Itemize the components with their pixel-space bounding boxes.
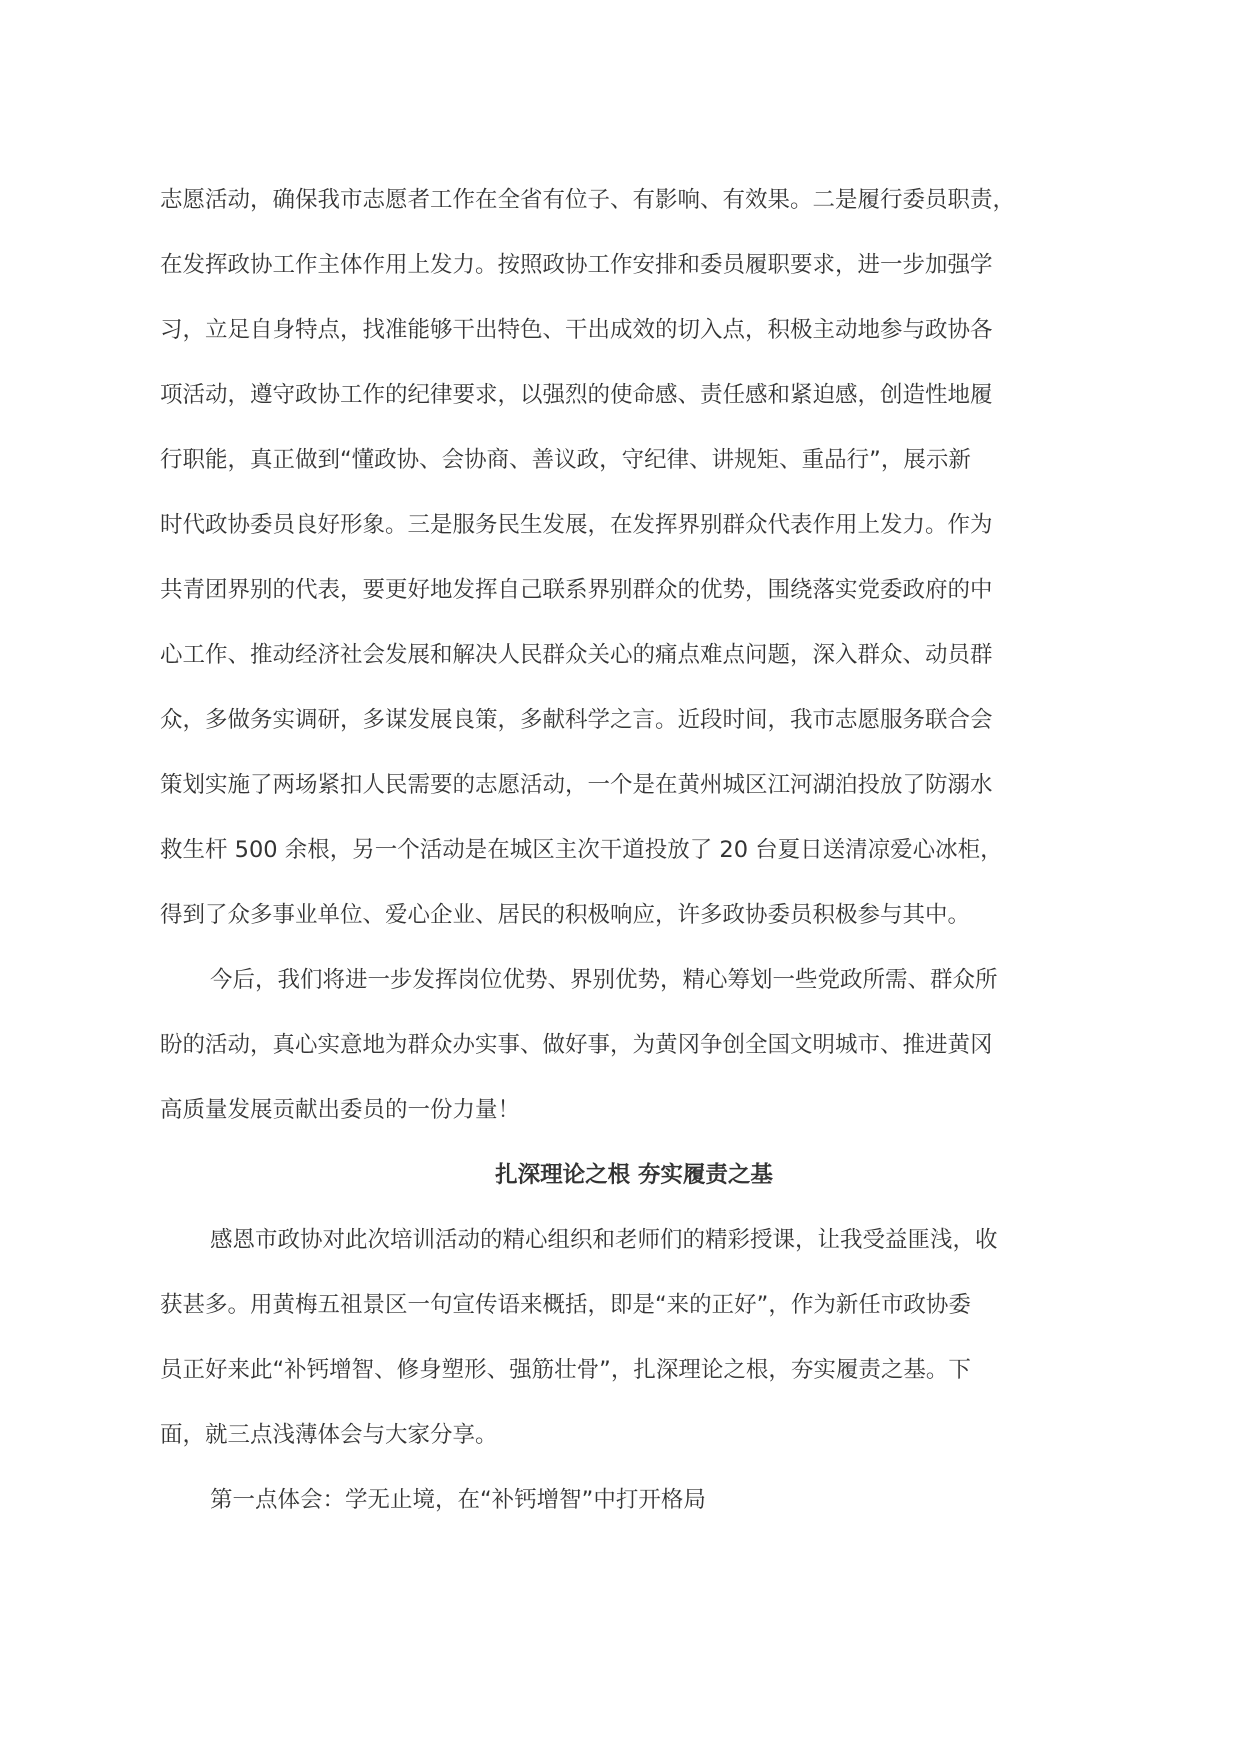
text-line: 今后，我们将进一步发挥岗位优势、界别优势，精心筹划一些党政所需、群众所 <box>210 967 998 993</box>
paragraph-future-plans <box>160 948 1090 1143</box>
text-line: 面，就三点浅薄体会与大家分享。 <box>160 1422 498 1448</box>
text-line: 盼的活动，真心实意地为群众办实事、做好事，为黄冈争创全国文明城市、推进黄冈 <box>160 1032 993 1058</box>
paragraph-first-point <box>160 1468 1090 1533</box>
text-line: 高质量发展贡献出委员的一份力量！ <box>160 1097 521 1123</box>
text-line: 行职能，真正做到“懂政协、会协商、善议政，守纪律、讲规矩、重品行”，展示新 <box>160 447 971 473</box>
text-line: 共青团界别的代表，要更好地发挥自己联系界别群众的优势，围绕落实党委政府的中 <box>160 577 993 603</box>
text-line: 心工作、推动经济社会发展和解决人民群众关心的痛点难点问题，深入群众、动员群 <box>160 642 993 668</box>
text-line: 习，立足自身特点，找准能够干出特色、干出成效的切入点，积极主动地参与政协各 <box>160 317 993 343</box>
document-body <box>160 168 1090 1533</box>
text-line: 第一点体会：学无止境，在“补钙增智”中打开格局 <box>210 1487 706 1513</box>
text-line: 感恩市政协对此次培训活动的精心组织和老师们的精彩授课，让我受益匪浅，收 <box>210 1227 998 1253</box>
paragraph-continued-duties <box>160 168 1090 948</box>
text-line: 在发挥政协工作主体作用上发力。按照政协工作安排和委员履职要求，进一步加强学 <box>160 252 993 278</box>
text-line: 众，多做务实调研，多谋发展良策，多献科学之言。近段时间，我市志愿服务联合会 <box>160 707 993 733</box>
text-line: 志愿活动，确保我市志愿者工作在全省有位子、有影响、有效果。二是履行委员职责， <box>160 187 1016 213</box>
text-line: 获甚多。用黄梅五祖景区一句宣传语来概括，即是“来的正好”，作为新任市政协委 <box>160 1292 971 1318</box>
section-title: 扎深理论之根 夯实履责之基 <box>495 1162 773 1188</box>
text-line: 得到了众多事业单位、爱心企业、居民的积极响应，许多政协委员积极参与其中。 <box>160 902 971 928</box>
paragraph-gratitude <box>160 1208 1090 1468</box>
text-line: 救生杆 500 余根，另一个活动是在城区主次干道投放了 20 台夏日送清凉爱心冰柜， <box>160 837 1003 863</box>
text-line: 员正好来此“补钙增智、修身塑形、强筋壮骨”，扎深理论之根，夯实履责之基。下 <box>160 1357 971 1383</box>
text-line: 策划实施了两场紧扣人民需要的志愿活动，一个是在黄州城区江河湖泊投放了防溺水 <box>160 772 993 798</box>
text-line: 项活动，遵守政协工作的纪律要求，以强烈的使命感、责任感和紧迫感，创造性地履 <box>160 382 993 408</box>
text-line: 时代政协委员良好形象。三是服务民生发展，在发挥界别群众代表作用上发力。作为 <box>160 512 993 538</box>
